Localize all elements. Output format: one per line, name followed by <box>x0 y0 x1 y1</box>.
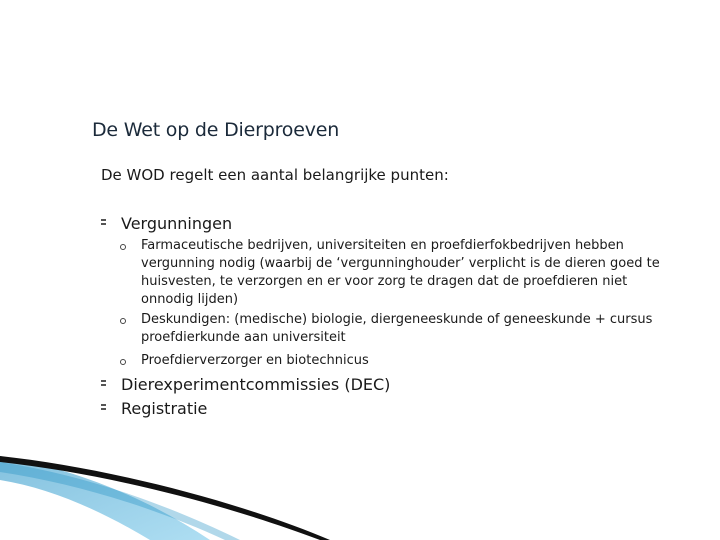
slide-title: De Wet op de Dierproeven <box>92 119 340 141</box>
sub-bullet-item <box>141 237 676 309</box>
square-bullet-icon <box>101 219 107 225</box>
bullet-item <box>121 375 390 394</box>
sub-bullet-text: Farmaceutische bedrijven, universiteiten en proefdierfokbedrijven hebben vergunning nodig (waarbij de ‘vergunninghouder’ verplicht is de dieren goed te huisvesten, te verzorgen en er voor zorg te dragen dat de proefdieren niet onnodig lijden) <box>141 238 660 307</box>
bullet-text: Registratie <box>121 399 208 418</box>
sub-bullet-text: Proefdierverzorger en biotechnicus <box>141 353 369 368</box>
bullet-text: Vergunningen <box>121 214 233 233</box>
square-bullet-icon <box>101 380 107 386</box>
intro-text: De WOD regelt een aantal belangrijke punten: <box>101 166 449 184</box>
sub-bullet-item <box>141 311 676 347</box>
bullet-item <box>121 399 207 418</box>
ring-bullet-icon <box>120 359 126 365</box>
bullet-text: Dierexperimentcommissies (DEC) <box>121 375 391 394</box>
bullet-item <box>121 214 232 233</box>
ring-bullet-icon <box>120 318 126 324</box>
decorative-swoosh <box>0 440 330 540</box>
square-bullet-icon <box>101 404 107 410</box>
sub-bullet-text: Deskundigen: (medische) biologie, diergeneeskunde of geneeskunde + cursus proefdierkunde aan universiteit <box>141 312 653 345</box>
ring-bullet-icon <box>120 244 126 250</box>
sub-bullet-item <box>141 352 676 370</box>
